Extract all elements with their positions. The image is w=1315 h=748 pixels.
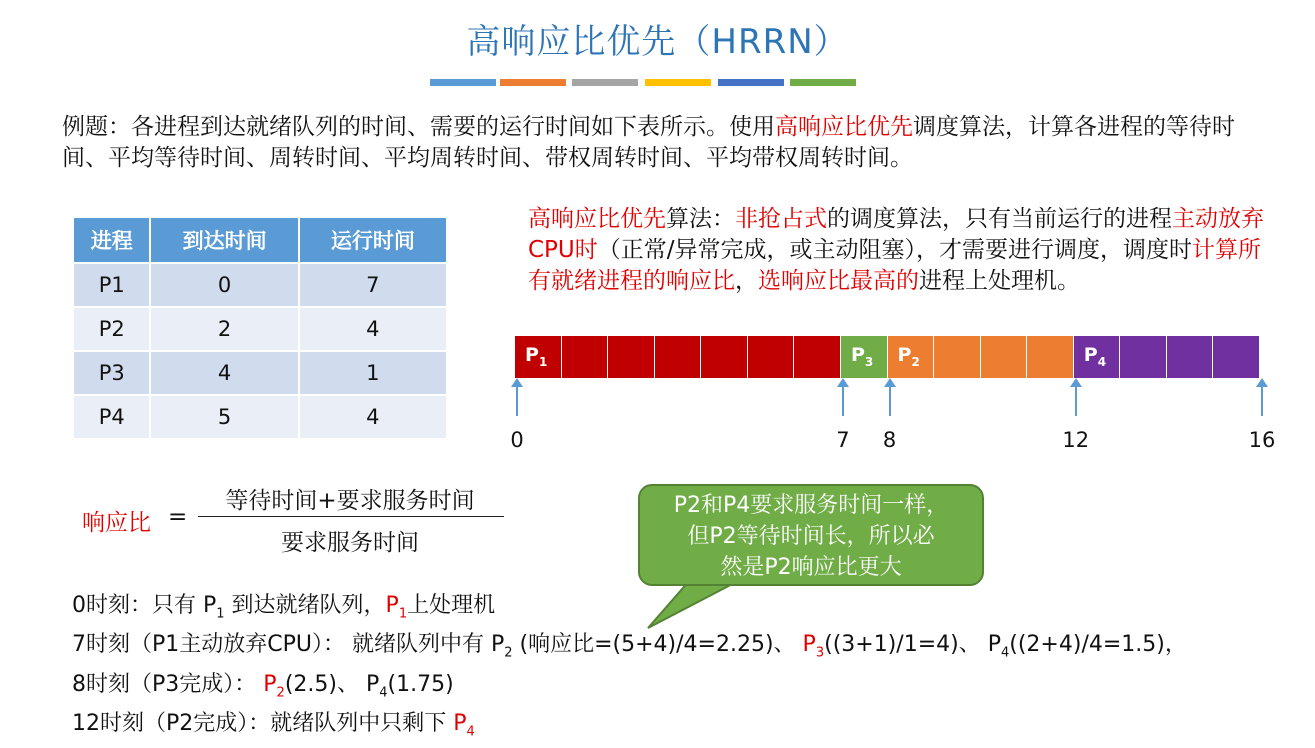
table-row (73, 307, 447, 351)
table-cell: P4 (73, 395, 150, 439)
gantt-tick-label: 12 (1062, 428, 1090, 452)
step-text: 12时刻（P2完成）：就绪队列中只剩下 (72, 711, 454, 737)
gantt-cell (608, 336, 655, 378)
table-row (73, 395, 447, 439)
table-cell: 2 (150, 307, 298, 351)
step-text: 0时刻：只有 P (72, 593, 217, 618)
col-header: 进程 (73, 217, 150, 263)
intro-part: 调度算法，计算各进程的等待时间、平均等待时间、周转时间、平均周转时间、带权周转时间、平均带权周转时间。 (62, 114, 1235, 171)
table-cell: 1 (299, 351, 447, 395)
step-text: 到达就绪队列， (224, 593, 386, 618)
formula-numerator: 等待时间+要求服务时间 (225, 488, 475, 514)
step-text: ((2+4)/4=1.5)， (1009, 632, 1187, 658)
table-cell: 4 (299, 307, 447, 351)
gantt-label-name: P (897, 344, 912, 366)
table-cell: 5 (150, 395, 298, 439)
step-text: 上处理机 (407, 593, 496, 618)
gantt-arrow (1075, 382, 1077, 416)
desc-text: 进程上处理机。 (919, 268, 1080, 294)
desc-highlight: 主动放弃CPU时 (528, 206, 1264, 263)
table-cell: 4 (150, 351, 298, 395)
desc-highlight: 非抢占式 (735, 206, 827, 232)
step-sub: 2 (504, 645, 513, 661)
step-text: (2.5)、 P (284, 671, 380, 697)
table-cell: P3 (73, 351, 150, 395)
intro-text (62, 112, 1262, 174)
step-line (72, 590, 1312, 629)
step-sub: 1 (216, 606, 225, 622)
table-cell: 7 (299, 263, 447, 307)
page-title: 高响应比优先（HRRN） (466, 22, 849, 62)
step-line (72, 708, 1312, 747)
gantt-tick-label: 7 (836, 428, 850, 452)
table-cell: 0 (150, 263, 298, 307)
decor-bar (718, 79, 784, 86)
step-sub: 3 (815, 645, 825, 661)
formula-denominator: 要求服务时间 (281, 530, 419, 556)
gantt-label-name: P (1083, 344, 1098, 366)
decor-bar (500, 79, 566, 86)
table-cell: P2 (73, 307, 150, 351)
desc-text: 算法： (666, 206, 735, 232)
gantt-cell (1027, 336, 1074, 378)
table-header-row (73, 217, 447, 263)
gantt-chart (515, 336, 1260, 378)
desc-text: （正常/异常完成，或主动阻塞），才需要进行调度，调度时 (597, 237, 1193, 263)
gantt-label (898, 344, 920, 369)
gantt-label (1084, 344, 1106, 369)
decor-bar (790, 79, 856, 86)
gantt-arrow (889, 382, 891, 416)
table-row (73, 263, 447, 307)
gantt-cell (794, 336, 841, 378)
step-sub: 4 (1000, 645, 1010, 661)
desc-text: 的调度算法，只有当前运行的进程 (827, 206, 1172, 232)
callout-line: 但P2等待时间长，所以必 (687, 524, 935, 549)
table-row (73, 351, 447, 395)
gantt-label-sub: 2 (911, 354, 920, 369)
formula-label: 响应比 (82, 510, 151, 536)
table-cell: P1 (73, 263, 150, 307)
step-line (72, 629, 1312, 668)
step-sub: 2 (276, 685, 285, 701)
gantt-tick-label: 0 (510, 428, 524, 452)
decor-bar (430, 79, 496, 86)
gantt-tick-label: 8 (882, 428, 897, 452)
step-text: 8时刻（P3完成）： (72, 671, 264, 697)
gantt-label-sub: 4 (1097, 354, 1107, 369)
gantt-cell (1120, 336, 1167, 378)
callout-line: 然是P2响应比更大 (720, 555, 902, 580)
intro-highlight: 高响应比优先 (775, 114, 913, 140)
callout-line: P2和P4要求服务时间一样， (673, 493, 949, 518)
step-highlight: P (453, 711, 467, 737)
gantt-cell (1167, 336, 1214, 378)
process-table (72, 216, 448, 440)
step-highlight: P (802, 632, 816, 658)
desc-highlight: 高响应比优先 (528, 206, 666, 232)
gantt-arrow (842, 382, 844, 416)
gantt-label (525, 344, 547, 369)
step-highlight: P (385, 593, 399, 618)
step-text: 7时刻（P1主动放弃CPU）： 就绪队列中有 P (72, 632, 505, 658)
step-text: (1.75) (387, 671, 454, 697)
callout-bubble (638, 484, 984, 586)
gantt-label (851, 344, 873, 369)
algorithm-description (528, 204, 1268, 297)
gantt-cell (934, 336, 981, 378)
step-sub: 4 (466, 724, 475, 740)
decor-bar (572, 79, 638, 86)
fraction-line (198, 516, 504, 517)
step-text: (响应比=(5+4)/4=2.25)、 (512, 632, 803, 658)
gantt-cell (1213, 336, 1260, 378)
gantt-arrow (1261, 382, 1263, 416)
gantt-arrow (516, 382, 518, 416)
intro-part: 例题：各进程到达就绪队列的时间、需要的运行时间如下表所示。使用 (62, 114, 775, 140)
step-highlight: P (263, 671, 277, 697)
desc-highlight: 选响应比最高的 (758, 268, 919, 294)
step-list (72, 590, 1312, 748)
col-header: 到达时间 (150, 217, 298, 263)
desc-highlight: 计算所有就绪进程的响应比 (528, 237, 1262, 294)
gantt-cell (748, 336, 795, 378)
col-header: 运行时间 (299, 217, 447, 263)
table-cell: 4 (299, 395, 447, 439)
formula-equals: = (168, 504, 188, 530)
desc-text: ， (735, 268, 758, 294)
gantt-label-sub: 1 (538, 354, 548, 369)
gantt-cell (562, 336, 609, 378)
step-text: ((3+1)/1=4)、 P (824, 632, 1001, 658)
step-line (72, 669, 1312, 708)
gantt-cell (701, 336, 748, 378)
gantt-label-sub: 3 (864, 354, 874, 369)
step-sub: 1 (398, 606, 408, 622)
step-sub: 4 (379, 685, 388, 701)
gantt-cell (981, 336, 1028, 378)
decor-bar (645, 79, 711, 86)
gantt-tick-label: 16 (1248, 428, 1276, 452)
gantt-cell (655, 336, 702, 378)
gantt-label-name: P (525, 344, 539, 366)
gantt-label-name: P (850, 344, 865, 366)
